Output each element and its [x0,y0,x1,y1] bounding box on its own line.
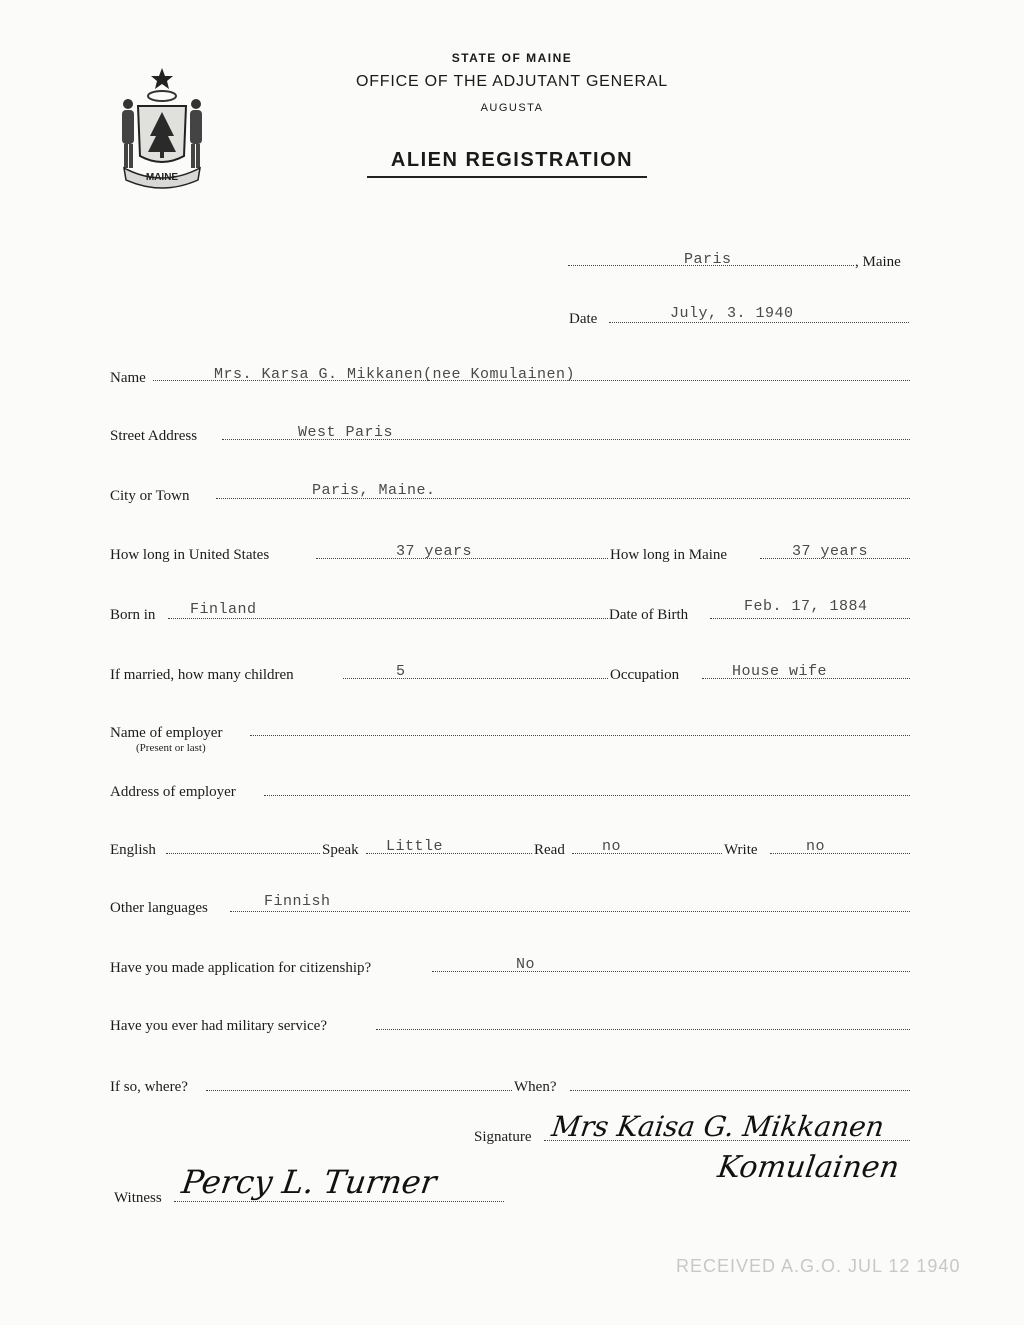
other-languages-line [230,911,910,912]
born-in-label: Born in [110,607,156,623]
born-in-value: Finland [190,601,257,618]
occupation-label: Occupation [610,667,680,683]
citizenship-line [432,971,910,972]
write-line [770,853,910,854]
read-value: no [602,838,622,855]
employer-address-line [264,795,910,796]
place-value: Paris [684,251,732,268]
speak-label: Speak [322,842,359,858]
svg-text:MAINE: MAINE [145,172,179,183]
date-of-birth-value: Feb. 17, 1884 [744,598,868,615]
received-stamp: RECEIVED A.G.O. JUL 12 1940 [676,1256,961,1276]
witness-line [174,1201,504,1202]
state-seal-icon [110,64,215,189]
read-line [572,853,722,854]
employer-address-label: Address of employer [110,784,236,800]
employer-name-sublabel: (Present or last) [136,742,206,754]
witness-label: Witness [114,1190,162,1206]
military-label: Have you ever had military service? [110,1018,327,1034]
signature-label: Signature [474,1129,532,1145]
witness-signature: Percy L. Turner [179,1163,439,1201]
date-label: Date [569,311,598,327]
children-label: If married, how many children [110,667,294,683]
read-label: Read [534,842,565,858]
city-value: Paris, Maine. [312,482,436,499]
where-line [206,1090,512,1091]
form-title: ALIEN REGISTRATION [390,149,634,171]
english-label: English [110,842,156,858]
street-address-label: Street Address [110,428,198,444]
other-languages-label: Other languages [110,900,208,916]
title-underline [367,176,647,178]
write-value: no [806,838,826,855]
header-office: OFFICE OF THE ADJUTANT GENERAL [355,73,669,90]
other-languages-value: Finnish [264,893,331,910]
children-line [343,678,608,679]
date-value: July, 3. 1940 [670,305,794,322]
street-address-value: West Paris [298,424,394,441]
english-line [166,853,320,854]
years-in-maine-label: How long in Maine [610,547,728,563]
signature-line2: Komulainen [715,1150,902,1185]
date-of-birth-line [710,618,910,619]
where-label: If so, where? [110,1079,188,1095]
header-state: STATE OF MAINE [451,51,573,65]
date-line [609,322,909,323]
speak-value: Little [386,838,444,855]
years-in-maine-value: 37 years [792,543,869,560]
date-of-birth-label: Date of Birth [609,607,689,623]
name-label: Name [110,370,146,386]
when-line [570,1090,910,1091]
city-label: City or Town [110,488,190,504]
write-label: Write [724,842,758,858]
header-city: AUGUSTA [480,102,544,114]
years-in-us-value: 37 years [396,543,473,560]
born-in-line [168,618,608,619]
signature-line1: Mrs Kaisa G. Mikkanen [549,1110,887,1143]
citizenship-label: Have you made application for citizenship? [110,960,372,976]
years-in-us-label: How long in United States [110,547,270,563]
occupation-value: House wife [732,663,828,680]
place-suffix: , Maine [855,254,901,270]
citizenship-value: No [516,956,536,973]
employer-name-label: Name of employer [110,725,223,741]
when-label: When? [514,1079,557,1095]
name-value: Mrs. Karsa G. Mikkanen(nee Komulainen) [214,366,576,383]
children-value: 5 [396,663,406,680]
military-line [376,1029,910,1030]
employer-name-line [250,735,910,736]
